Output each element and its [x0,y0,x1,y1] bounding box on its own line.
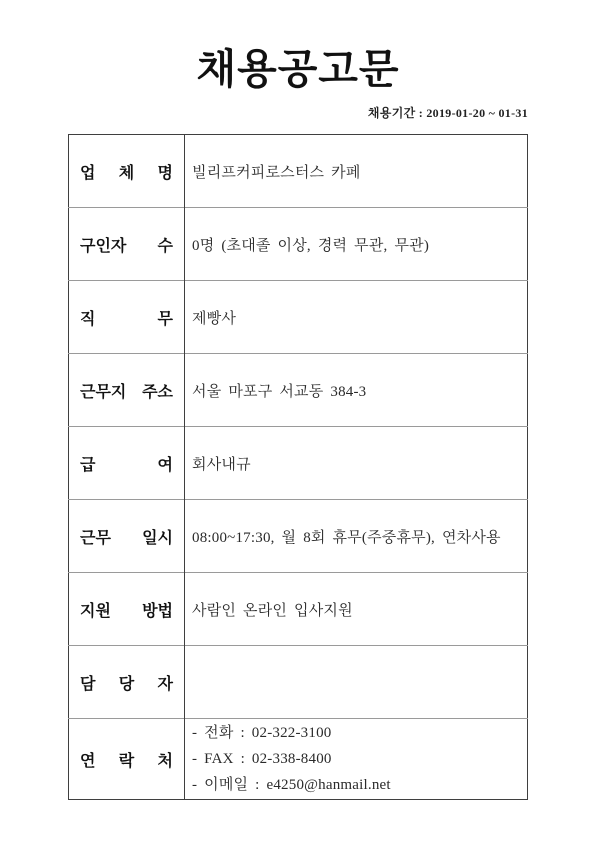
table-row-apply-method [69,573,528,646]
table-row-workplace-address [69,354,528,427]
table-row-headcount [69,208,528,281]
row-value-salary: 회사내규 [185,427,528,500]
table-row-position [69,281,528,354]
table-row-contact-person [69,646,528,719]
table-row-contact-info [69,719,528,800]
row-label-text: 지원 방법 [80,602,173,620]
contact-line-phone: - 전화 : 02-322-3100 [192,725,332,741]
row-label-text: 급 여 [80,456,173,474]
table-row-company [69,135,528,208]
row-value-work-hours: 08:00~17:30, 월 8회 휴무(주중휴무), 연차사용 [185,500,528,573]
recruitment-period: 채용기간 : 2019-01-20 ~ 01-31 [367,106,528,120]
row-label-salary [69,427,185,500]
row-label-text: 연 락 처 [80,752,173,770]
row-value-company: 빌리프커피로스터스 카페 [192,164,361,181]
table-row-work-hours [69,500,528,573]
row-value-contact-info [185,719,528,800]
row-value-contact-person [185,646,528,719]
job-posting-document [68,0,528,800]
row-label-text: 직 무 [80,310,173,328]
job-info-table [68,134,528,800]
row-label-headcount [69,208,185,281]
row-label-text: 근무 일시 [80,529,173,547]
row-label-text: 근무지 주소 [80,383,173,401]
row-label-text: 업 체 명 [80,164,173,182]
row-value-apply-method: 사람인 온라인 입사지원 [185,573,528,646]
page-title: 채용공고문 [196,46,400,92]
row-value-workplace-address: 서울 마포구 서교동 384-3 [185,354,528,427]
row-label-workplace-address [69,354,185,427]
row-value-headcount: 0명 (초대졸 이상, 경력 무관, 무관) [185,208,528,281]
row-label-text: 구인자 수 [80,237,173,255]
row-label-company [69,135,185,208]
row-label-contact-person [69,646,185,719]
row-label-text: 담 당 자 [80,675,173,693]
row-label-contact-info [69,719,185,800]
contact-line-email: - 이메일 : e4250@hanmail.net [192,777,391,793]
row-label-work-hours [69,500,185,573]
contact-line-fax: - FAX : 02-338-8400 [192,751,332,767]
row-value-position: 제빵사 [185,281,528,354]
row-label-apply-method [69,573,185,646]
row-label-position [69,281,185,354]
table-row-salary [69,427,528,500]
